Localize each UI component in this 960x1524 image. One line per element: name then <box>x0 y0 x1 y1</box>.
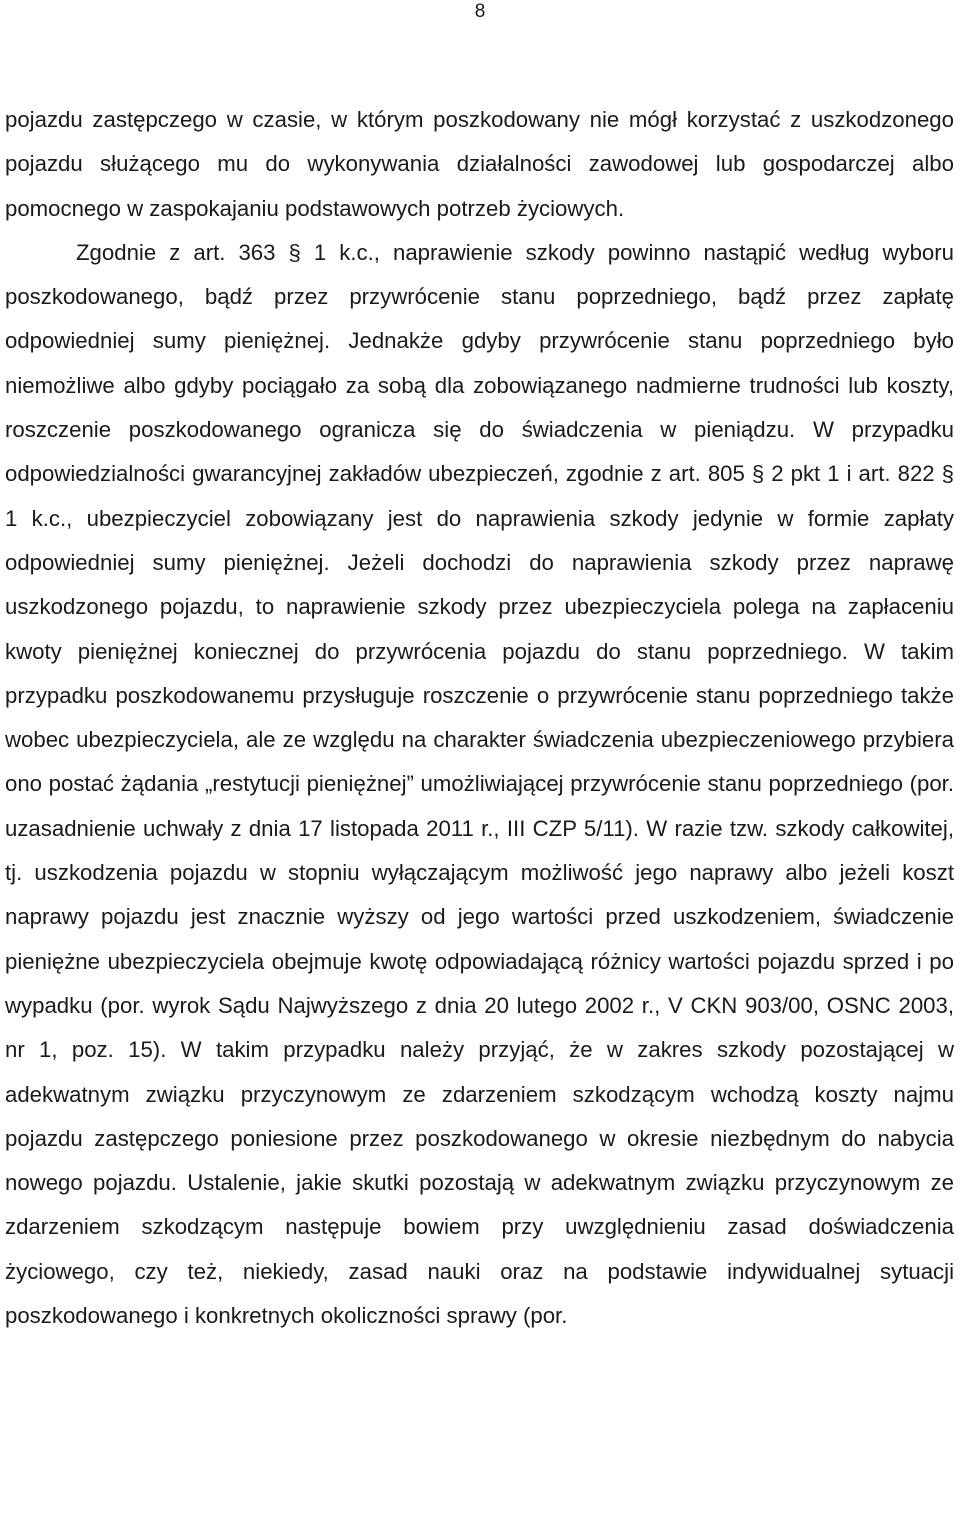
page-number: 8 <box>474 1 486 22</box>
paragraph-continuation: pojazdu zastępczego w czasie, w którym poszkodowany nie mógł korzystać z uszkodzonego pojazdu służącego mu do wykonywania działalności zawodowej lub gospodarczej albo pomocnego w zaspokajaniu podstawowych potrzeb życiowych. <box>5 107 954 221</box>
paragraph: Zgodnie z art. 363 § 1 k.c., naprawienie szkody powinno nastąpić według wyboru poszkodowanego, bądź przez przywrócenie stanu poprzedniego, bądź przez zapłatę odpowiedniej sumy pieniężnej. Jednakże gdyby przywrócenie stanu poprzedniego było niemożliwe albo gdyby pociągało za sobą dla zobowiązanego nadmierne trudności lub koszty, roszczenie poszkodowanego ogranicza się do świadczenia w pieniądzu. W przypadku odpowiedzialności gwarancyjnej zakładów ubezpieczeń, zgodnie z art. 805 § 2 pkt 1 i art. 822 § 1 k.c., ubezpieczyciel zobowiązany jest do naprawienia szkody jedynie w formie zapłaty odpowiedniej sumy pieniężnej. Jeżeli dochodzi do naprawienia szkody przez naprawę uszkodzonego pojazdu, to naprawienie szkody przez ubezpieczyciela polega na zapłaceniu kwoty pieniężnej koniecznej do przywrócenia pojazdu do stanu poprzedniego. W takim przypadku poszkodowanemu przysługuje roszczenie o przywrócenie stanu poprzedniego także wobec ubezpieczyciela, ale ze względu na charakter świadczenia ubezpieczeniowego przybiera ono postać żądania „restytucji pieniężnej” umożliwiającej przywrócenie stanu poprzedniego (por. uzasadnienie uchwały z dnia 17 listopada 2011 r., III CZP 5/11). W razie tzw. szkody całkowitej, tj. uszkodzenia pojazdu w stopniu wyłączającym możliwość jego naprawy albo jeżeli koszt naprawy pojazdu jest znacznie wyższy od jego wartości przed uszkodzeniem, świadczenie pieniężne ubezpieczyciela obejmuje kwotę odpowiadającą różnicy wartości pojazdu sprzed i po wypadku (por. wyrok Sądu Najwyższego z dnia 20 lutego 2002 r., V CKN 903/00, OSNC 2003, nr 1, poz. 15). W takim przypadku należy przyjąć, że w zakres szkody pozostającej w adekwatnym związku przyczynowym ze zdarzeniem szkodzącym wchodzą koszty najmu pojazdu zastępczego poniesione przez poszkodowanego w okresie niezbędnym do nabycia nowego pojazdu. Ustalenie, jakie skutki pozostają w adekwatnym związku przyczynowym ze zdarzeniem szkodzącym następuje bowiem przy uwzględnieniu zasad doświadczenia życiowego, czy też, niekiedy, zasad nauki oraz na podstawie indywidualnej sytuacji poszkodowanego i konkretnych okoliczności sprawy (por. <box>5 239 954 1329</box>
document-body <box>5 98 954 1338</box>
